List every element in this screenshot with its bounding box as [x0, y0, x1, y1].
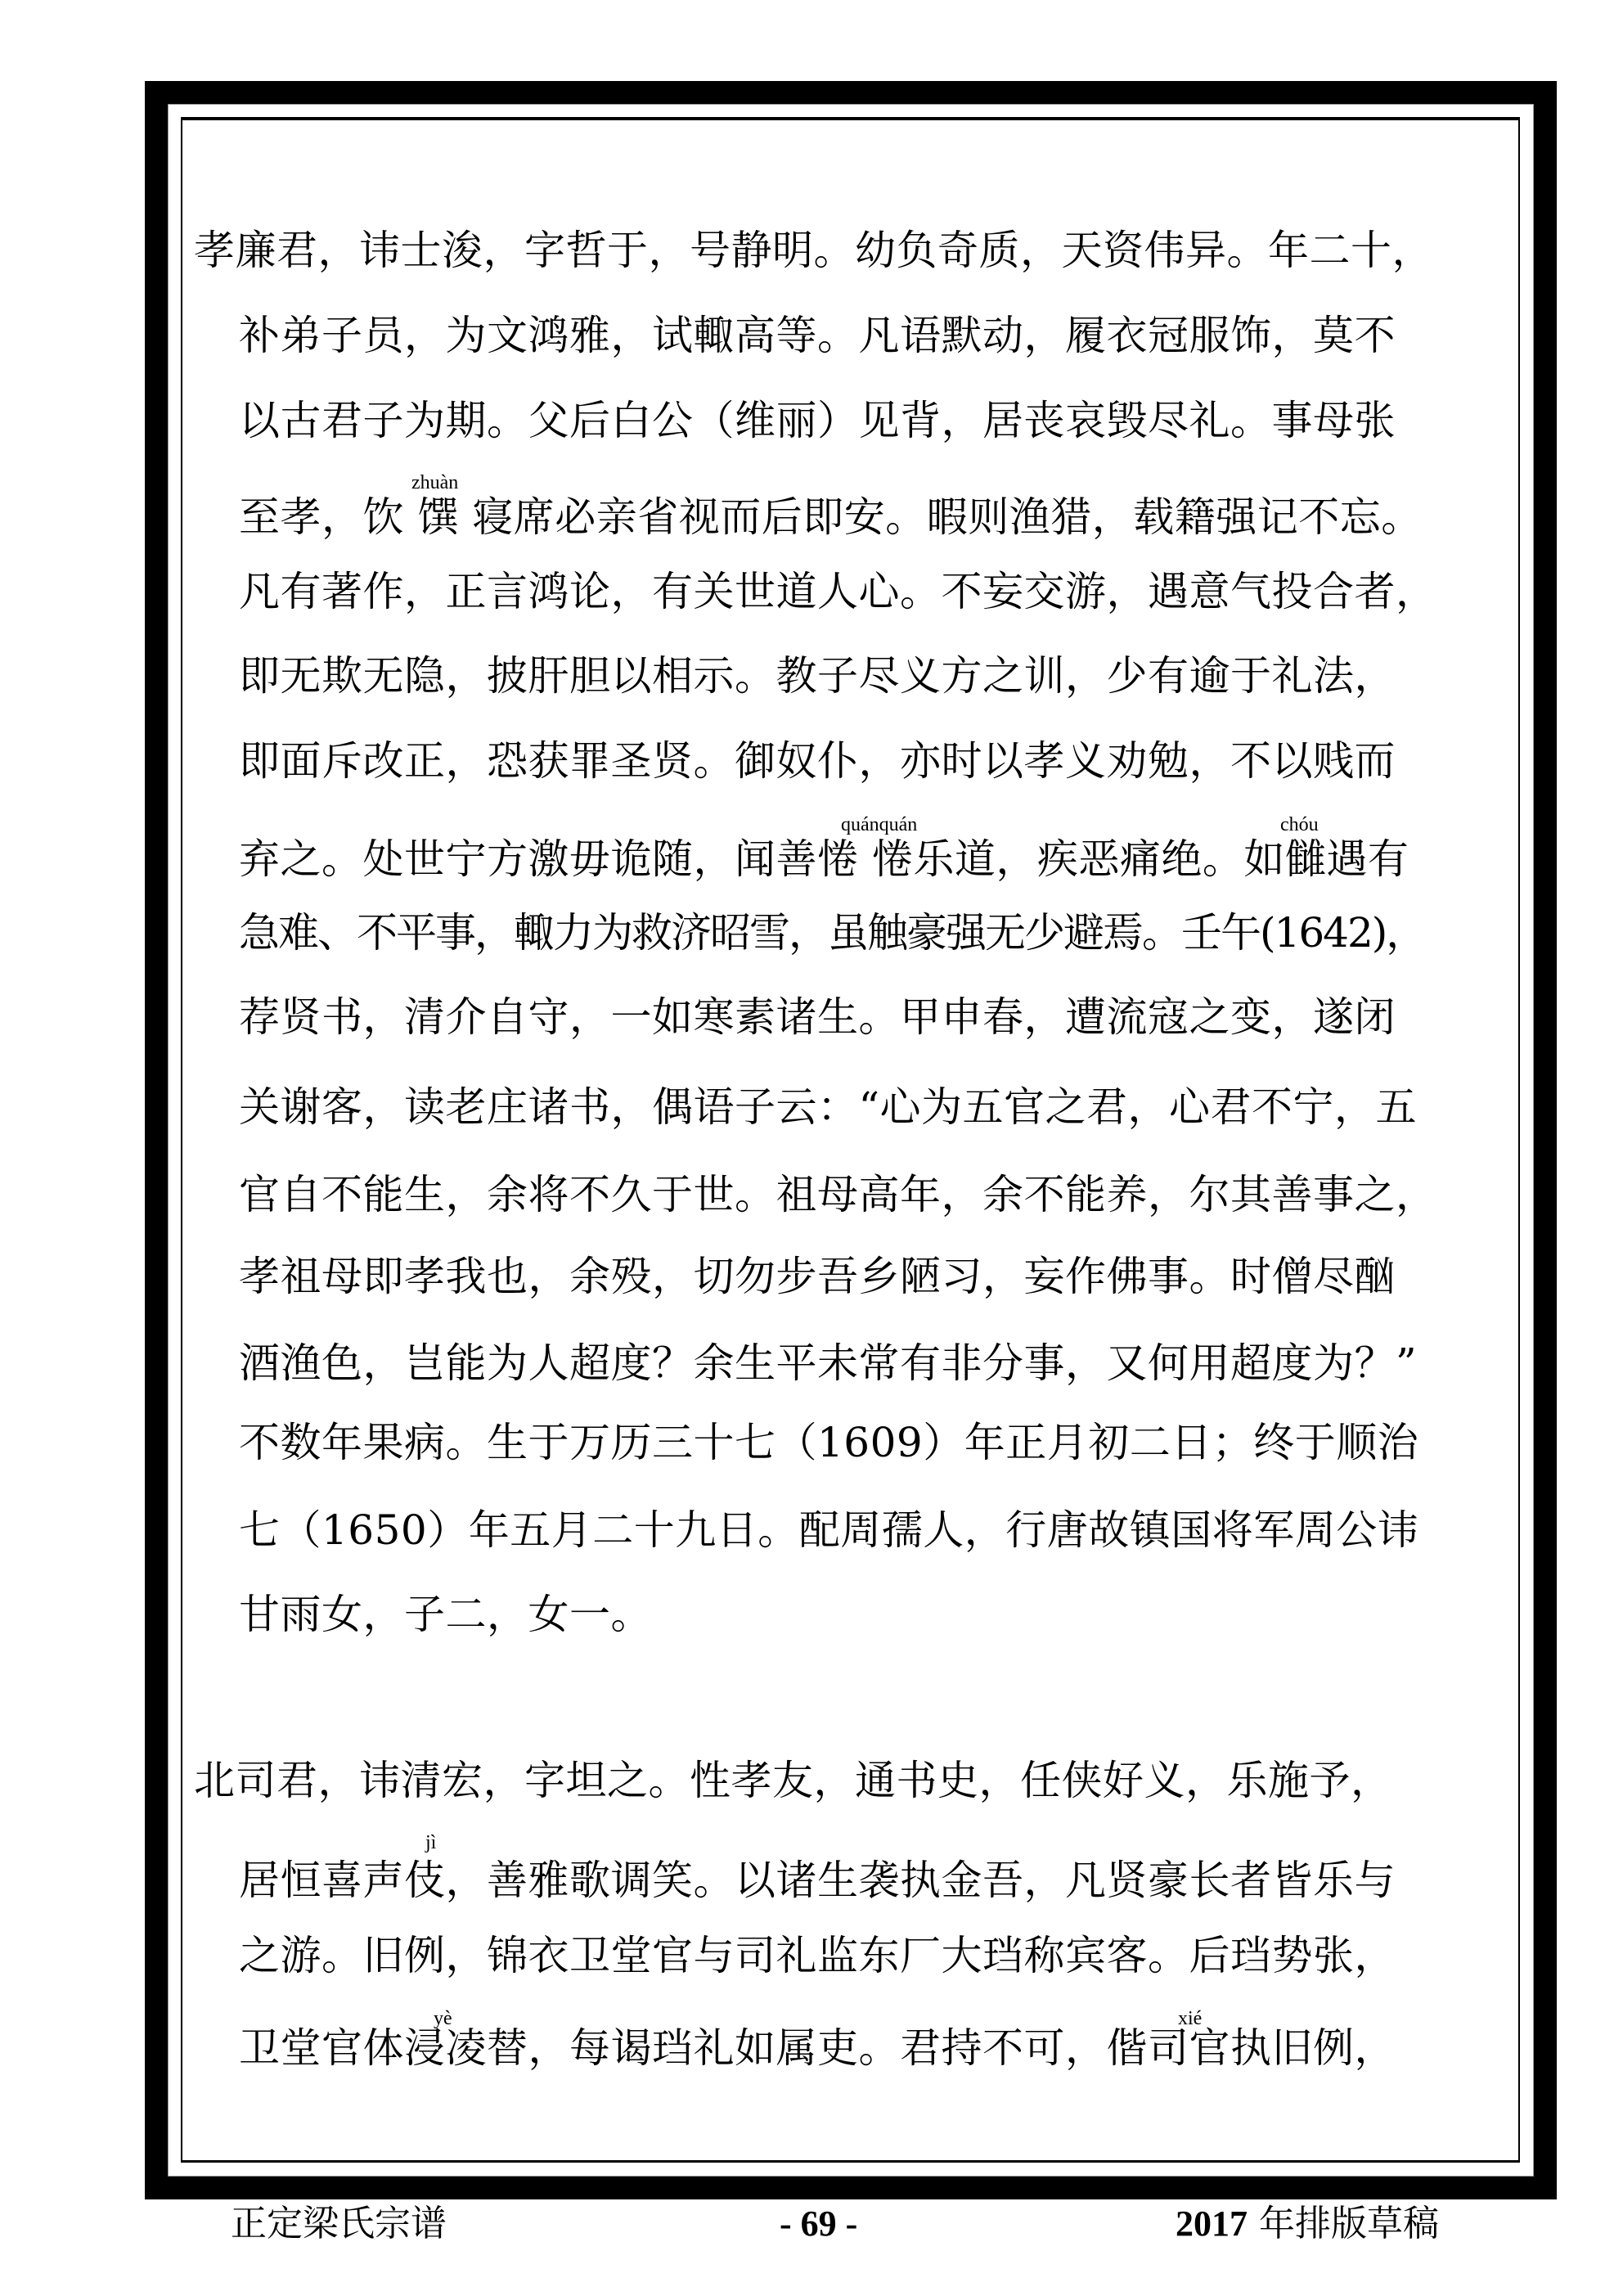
footer-draft-label [1176, 2204, 1439, 2244]
footer-book-title: 正定梁氏宗谱 [231, 2203, 447, 2244]
text-line: 即无欺无隐，披肝胆以相示。教子尽义方之训，少有逾于礼法， [239, 652, 1396, 700]
pinyin-annotation: jì [425, 1832, 437, 1853]
text-line: 补弟子员，为文鸿雅，试輙高等。凡语默动，履衣冠服饰，莫不 [239, 312, 1396, 359]
page-number: - 69 - [780, 2204, 858, 2244]
footer-year: 2017 [1176, 2204, 1248, 2244]
text-line: 官自不能生，余将不久于世。祖母高年，余不能养，尔其善事之， [239, 1171, 1437, 1218]
text-line: 不数年果病。生于万历三十七（1609）年正月初二日；终于顺治 [239, 1419, 1419, 1466]
text-line: 北司君，讳清宏，字坦之。性孝友，通书史，任侠好义，乐施予， [194, 1757, 1392, 1804]
text-line: 甘雨女，子二，女一。 [239, 1591, 652, 1638]
text-line: 至孝，饮 馔 寝席必亲省视而后即安。暇则渔猎，载籍强记不忘。 [239, 493, 1423, 541]
text-line: 孝廉君，讳士浚，字哲于，号静明。幼负奇质，天资伟异。年二十， [194, 227, 1433, 274]
text-line: 居恒喜声伎，善雅歌调笑。以诸生袭执金吾，凡贤豪长者皆乐与 [239, 1857, 1396, 1904]
text-line: 弃之。处世宁方激毋诡随，闻善惓 惓乐道，疾恶痛绝。如雠遇有 [239, 835, 1409, 883]
text-line: 急难、不平事，輙力为救济昭雪，虽触豪强无少避焉。壬午(1642)， [239, 909, 1426, 957]
pinyin-annotation: yè [434, 2008, 452, 2029]
text-line: 酒渔色，岂能为人超度？余生平未常有非分事，又何用超度为？” [239, 1339, 1418, 1387]
text-line: 关谢客，读老庄诸书，偶语子云：“心为五官之君，心君不宁，五 [239, 1083, 1418, 1131]
text-line: 荐贤书，清介自守，一如寒素诸生。甲申春，遭流寇之变，遂闭 [239, 993, 1396, 1041]
text-line: 七（1650）年五月二十九日。配周孺人，行唐故镇国将军周公讳 [239, 1506, 1419, 1554]
pinyin-annotation: chóu [1280, 814, 1319, 835]
pinyin-annotation: xié [1178, 2008, 1203, 2029]
text-line: 以古君子为期。父后白公（维丽）见背，居丧哀毁尽礼。事母张 [239, 397, 1396, 444]
footer-draft-text: 年排版草稿 [1248, 2203, 1439, 2244]
text-line: 孝祖母即孝我也，余殁，切勿步吾乡陋习，妄作佛事。时僧尽酗 [239, 1253, 1396, 1300]
text-line: 之游。旧例，锦衣卫堂官与司礼监东厂大珰称宾客。后珰势张， [239, 1932, 1396, 1979]
pinyin-annotation: zhuàn [411, 472, 459, 493]
text-line: 即面斥改正，恐获罪圣贤。御奴仆，亦时以孝义劝勉，不以贱而 [239, 737, 1396, 785]
text-line: 凡有著作，正言鸿论，有关世道人心。不妄交游，遇意气投合者， [239, 568, 1437, 615]
text-line: 卫堂官体浸凌替，每谒珰礼如属吏。君持不可，偕司官执旧例， [239, 2024, 1396, 2072]
pinyin-annotation: quánquán [841, 814, 918, 835]
